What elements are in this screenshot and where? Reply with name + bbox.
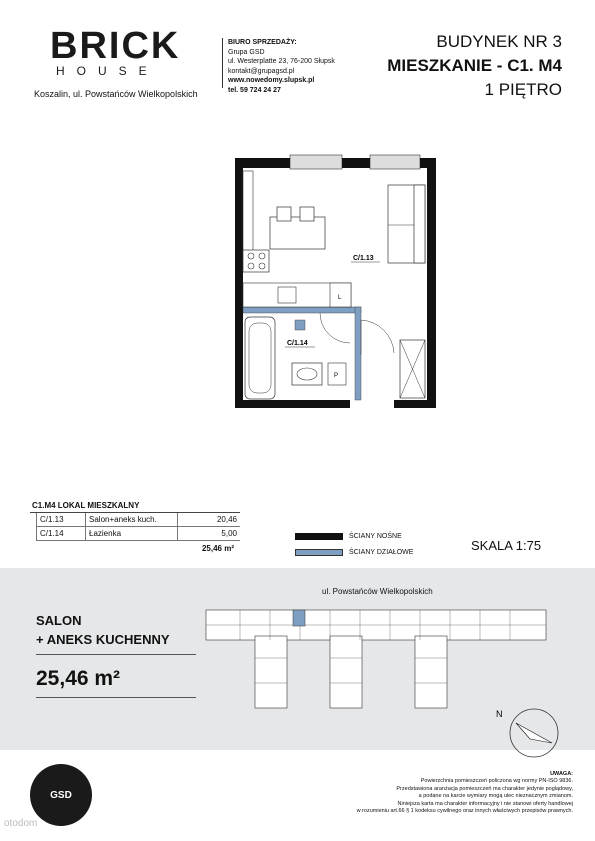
legend-label: ŚCIANY DZIAŁOWE	[349, 548, 414, 556]
floor-level: 1 PIĘTRO	[484, 80, 562, 99]
gsd-emblem: GSD	[30, 764, 92, 826]
room-id: C/1.14	[37, 527, 86, 540]
logo: BRICK	[50, 25, 181, 67]
site-plan	[200, 598, 560, 716]
rooms-table-title: C1.M4 LOKAL MIESZKALNY	[30, 500, 240, 513]
rooms-table	[30, 500, 240, 553]
apartment-type	[36, 611, 170, 649]
room-label-living: C/1.13	[353, 255, 374, 262]
disclaimer-line: Powierzchnia pomieszczeń policzona wg normy PN-ISO 9836.	[420, 778, 573, 785]
disclaimer	[243, 771, 573, 815]
room-name: Łazienka	[86, 527, 178, 540]
sales-email[interactable]: kontakt@grupagsd.pl	[228, 67, 295, 75]
legend	[295, 528, 413, 560]
logo-subtitle: HOUSE	[56, 64, 159, 78]
apartment-type-line1: SALON	[36, 613, 82, 628]
divider	[36, 654, 196, 655]
table-row	[36, 513, 240, 527]
fridge-label: L	[338, 295, 342, 301]
building-number: BUDYNEK NR 3	[436, 32, 562, 51]
p-label: P	[334, 373, 339, 379]
header-divider	[222, 38, 223, 88]
load-wall-swatch	[295, 533, 343, 540]
room-area: 20,46	[216, 515, 237, 524]
disclaimer-line: a podane na karcie wymiary mogą ulec nieznacznym zmianom.	[418, 793, 573, 800]
disclaimer-line: Niniejsza karta ma charakter informacyjny i nie stanowi oferty handlowej	[397, 800, 573, 807]
disclaimer-title: UWAGA:	[550, 771, 573, 777]
total-area: 25,46 m²	[201, 544, 234, 553]
legend-item-load-walls	[295, 528, 413, 544]
room-area: 5,00	[221, 529, 237, 538]
disclaimer-line: Przedstawiona aranżacja pomieszczeń ma charakter jedynie poglądowy,	[396, 785, 573, 792]
compass-icon	[490, 705, 560, 761]
room-label-bathroom: C/1.14	[287, 340, 308, 347]
building-info	[387, 30, 562, 102]
legend-item-partition-walls	[295, 544, 413, 560]
sales-phone: tel. 59 724 24 27	[228, 86, 281, 94]
apartment-type-line2: + ANEKS KUCHENNY	[36, 632, 170, 647]
scale: SKALA 1:75	[471, 538, 542, 553]
sales-street: ul. Westerplatte 23, 76-200 Słupsk	[228, 58, 335, 66]
sales-web[interactable]: www.nowedomy.slupsk.pl	[228, 77, 315, 85]
floor-plan	[220, 145, 450, 415]
apartment-code: MIESZKANIE - C1. M4	[387, 56, 562, 75]
table-row	[36, 527, 240, 541]
divider	[36, 697, 196, 698]
room-id: C/1.13	[37, 513, 86, 526]
sales-office	[228, 38, 335, 96]
partition-wall-swatch	[295, 549, 343, 556]
street-name: ul. Powstańców Wielkopolskich	[322, 587, 433, 596]
sales-company: Grupa GSD	[228, 48, 265, 56]
watermark: otodom	[4, 818, 38, 829]
disclaimer-line: w rozumieniu art.66 § 1 kodeksu cywilnego oraz innych właściwych przepisów prawnych.	[356, 808, 573, 815]
apartment-area: 25,46 m²	[36, 667, 121, 690]
project-address: Koszalin, ul. Powstańców Wielkopolskich	[34, 89, 198, 99]
room-name: Salon+aneks kuch.	[86, 513, 178, 526]
sales-title: BIURO SPRZEDAŻY:	[228, 39, 297, 46]
legend-label: ŚCIANY NOŚNE	[349, 532, 402, 540]
north-label: N	[496, 709, 503, 719]
